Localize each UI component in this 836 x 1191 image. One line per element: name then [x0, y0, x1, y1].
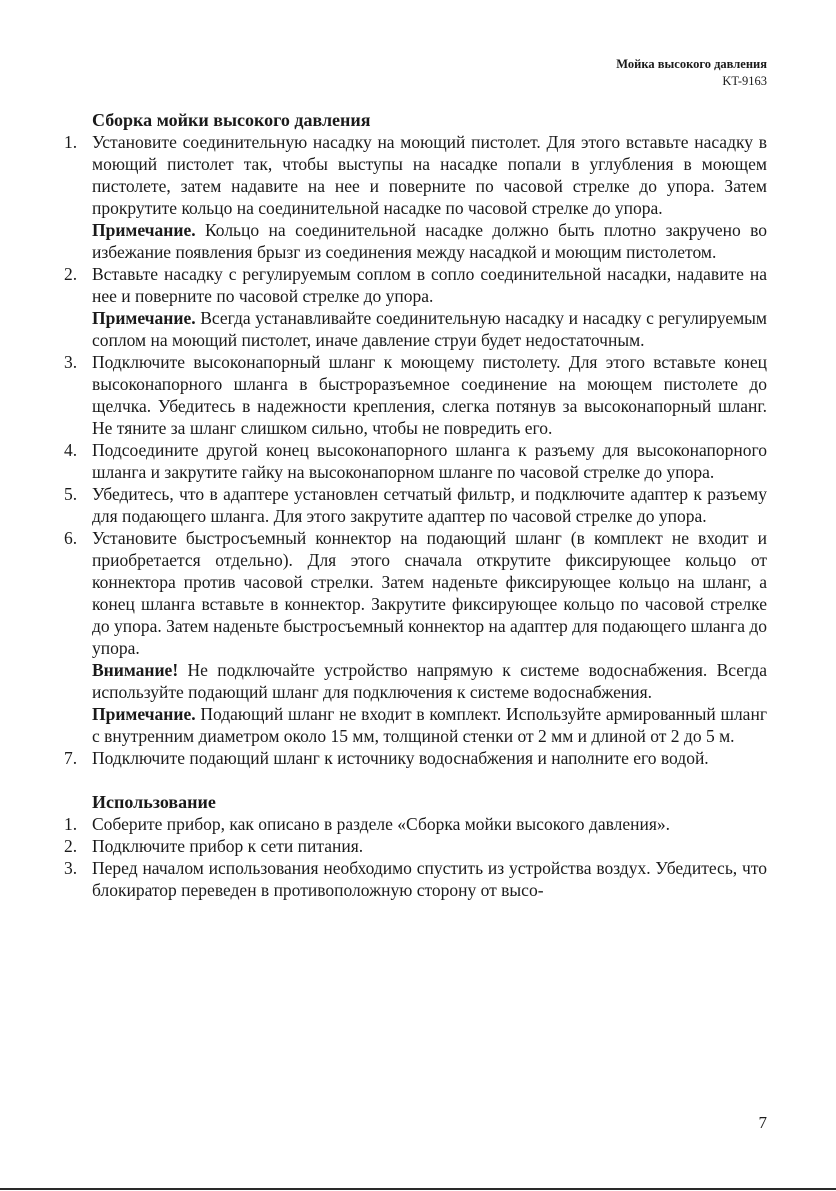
list-item	[0, 835, 836, 857]
list-item	[0, 813, 836, 835]
step-number: 3.	[64, 858, 78, 878]
list-item	[0, 527, 836, 747]
note-text: Не подключайте устройство напрямую к системе водоснабжения. Всегда используйте подающий шланг для подключения к системе водоснабжения.	[92, 660, 767, 702]
step-text: Подключите высоконапорный шланг к моющему пистолету. Для этого вставьте конец высоконапорного шланга в быстроразъемное соединение на моющем пистолете до щелчка. Убедитесь в надежности крепления, слегка потянув за высоконапорный шланг. Не тяните за шланг слишком сильно, чтобы не повредить его.	[92, 352, 767, 438]
step-text: Установите соединительную насадку на моющий пистолет. Для этого вставьте насадку в моющий пистолет так, чтобы выступы на насадке попали в углубления в моющем пистолете, затем надавите на нее и поверните по часовой стрелке до упора. Затем прокрутите кольцо на соединительной насадке по часовой стрелке до упора.	[92, 132, 767, 218]
step-note	[92, 219, 767, 263]
note-text: Подающий шланг не входит в комплект. Используйте армированный шланг с внутренним диаметром около 15 мм, толщиной стенки от 2 мм и длиной от 2 до 5 м.	[92, 704, 767, 746]
step-text: Вставьте насадку с регулируемым соплом в сопло соединительной насадки, надавите на нее и поверните по часовой стрелке до упора.	[92, 264, 767, 306]
note-label: Примечание.	[92, 308, 196, 328]
page-number: 7	[758, 1113, 767, 1132]
list-item	[0, 263, 836, 351]
note-text: Кольцо на соединительной насадке должно быть плотно закручено во избежание появления брызг из соединения между насадкой и моющим пистолетом.	[92, 220, 767, 262]
section-title-usage: Использование	[92, 792, 216, 812]
list-item	[0, 439, 836, 483]
step-note	[92, 307, 767, 351]
step-note	[92, 703, 767, 747]
step-text: Подключите прибор к сети питания.	[92, 836, 364, 856]
step-number: 1.	[64, 814, 78, 834]
list-item	[0, 483, 836, 527]
step-text: Подсоедините другой конец высоконапорного шланга к разъему для высоконапорного шланга и закрутите гайку на высоконапорном шланге по часовой стрелке до упора.	[92, 440, 767, 482]
note-label: Примечание.	[92, 704, 196, 724]
section-title-assembly: Сборка мойки высокого давления	[92, 110, 371, 130]
step-note	[92, 659, 767, 703]
step-text: Соберите прибор, как описано в разделе «Сборка мойки высокого давления».	[92, 814, 671, 834]
step-text: Убедитесь, что в адаптере установлен сетчатый фильтр, и подключите адаптер к разъему для подающего шланга. Для этого закрутите адаптер по часовой стрелке до упора.	[92, 484, 767, 526]
step-number: 4.	[64, 440, 78, 460]
page-header	[616, 56, 767, 90]
list-item	[0, 131, 836, 263]
step-number: 5.	[64, 484, 78, 504]
note-label: Внимание!	[92, 660, 179, 680]
note-text: Всегда устанавливайте соединительную насадку и насадку с регулируемым соплом на моющий пистолет, иначе давление струи будет недостаточным.	[92, 308, 767, 350]
header-model: KT-9163	[722, 74, 767, 88]
step-number: 2.	[64, 836, 78, 856]
list-item	[0, 857, 836, 901]
step-number: 1.	[64, 132, 78, 152]
step-number: 2.	[64, 264, 78, 284]
usage-steps-list	[0, 813, 836, 901]
step-text: Установите быстросъемный коннектор на подающий шланг (в комплект не входит и приобретается отдельно). Для этого сначала открутите фиксирующее кольцо от коннектора против часовой стрелки. Затем наденьте фиксирующее кольцо на шланг, а конец шланга вставьте в коннектор. Закрутите фиксирующее кольцо по часовой стрелке до упора. Затем наденьте быстросъемный коннектор на адаптер для подающего шланга до упора.	[92, 528, 768, 658]
header-title: Мойка высокого давления	[616, 57, 767, 71]
assembly-steps-list	[0, 131, 836, 769]
document-body	[0, 109, 836, 901]
step-number: 7.	[64, 748, 78, 768]
step-number: 6.	[64, 528, 78, 548]
list-item	[0, 351, 836, 439]
list-item	[0, 747, 836, 769]
step-number: 3.	[64, 352, 78, 372]
step-text: Перед началом использования необходимо спустить из устройства воздух. Убедитесь, что блокиратор переведен в противоположную сторону от высо-	[92, 858, 767, 900]
step-text: Подключите подающий шланг к источнику водоснабжения и наполните его водой.	[92, 748, 709, 768]
note-label: Примечание.	[92, 220, 196, 240]
bottom-rule	[0, 1188, 836, 1190]
